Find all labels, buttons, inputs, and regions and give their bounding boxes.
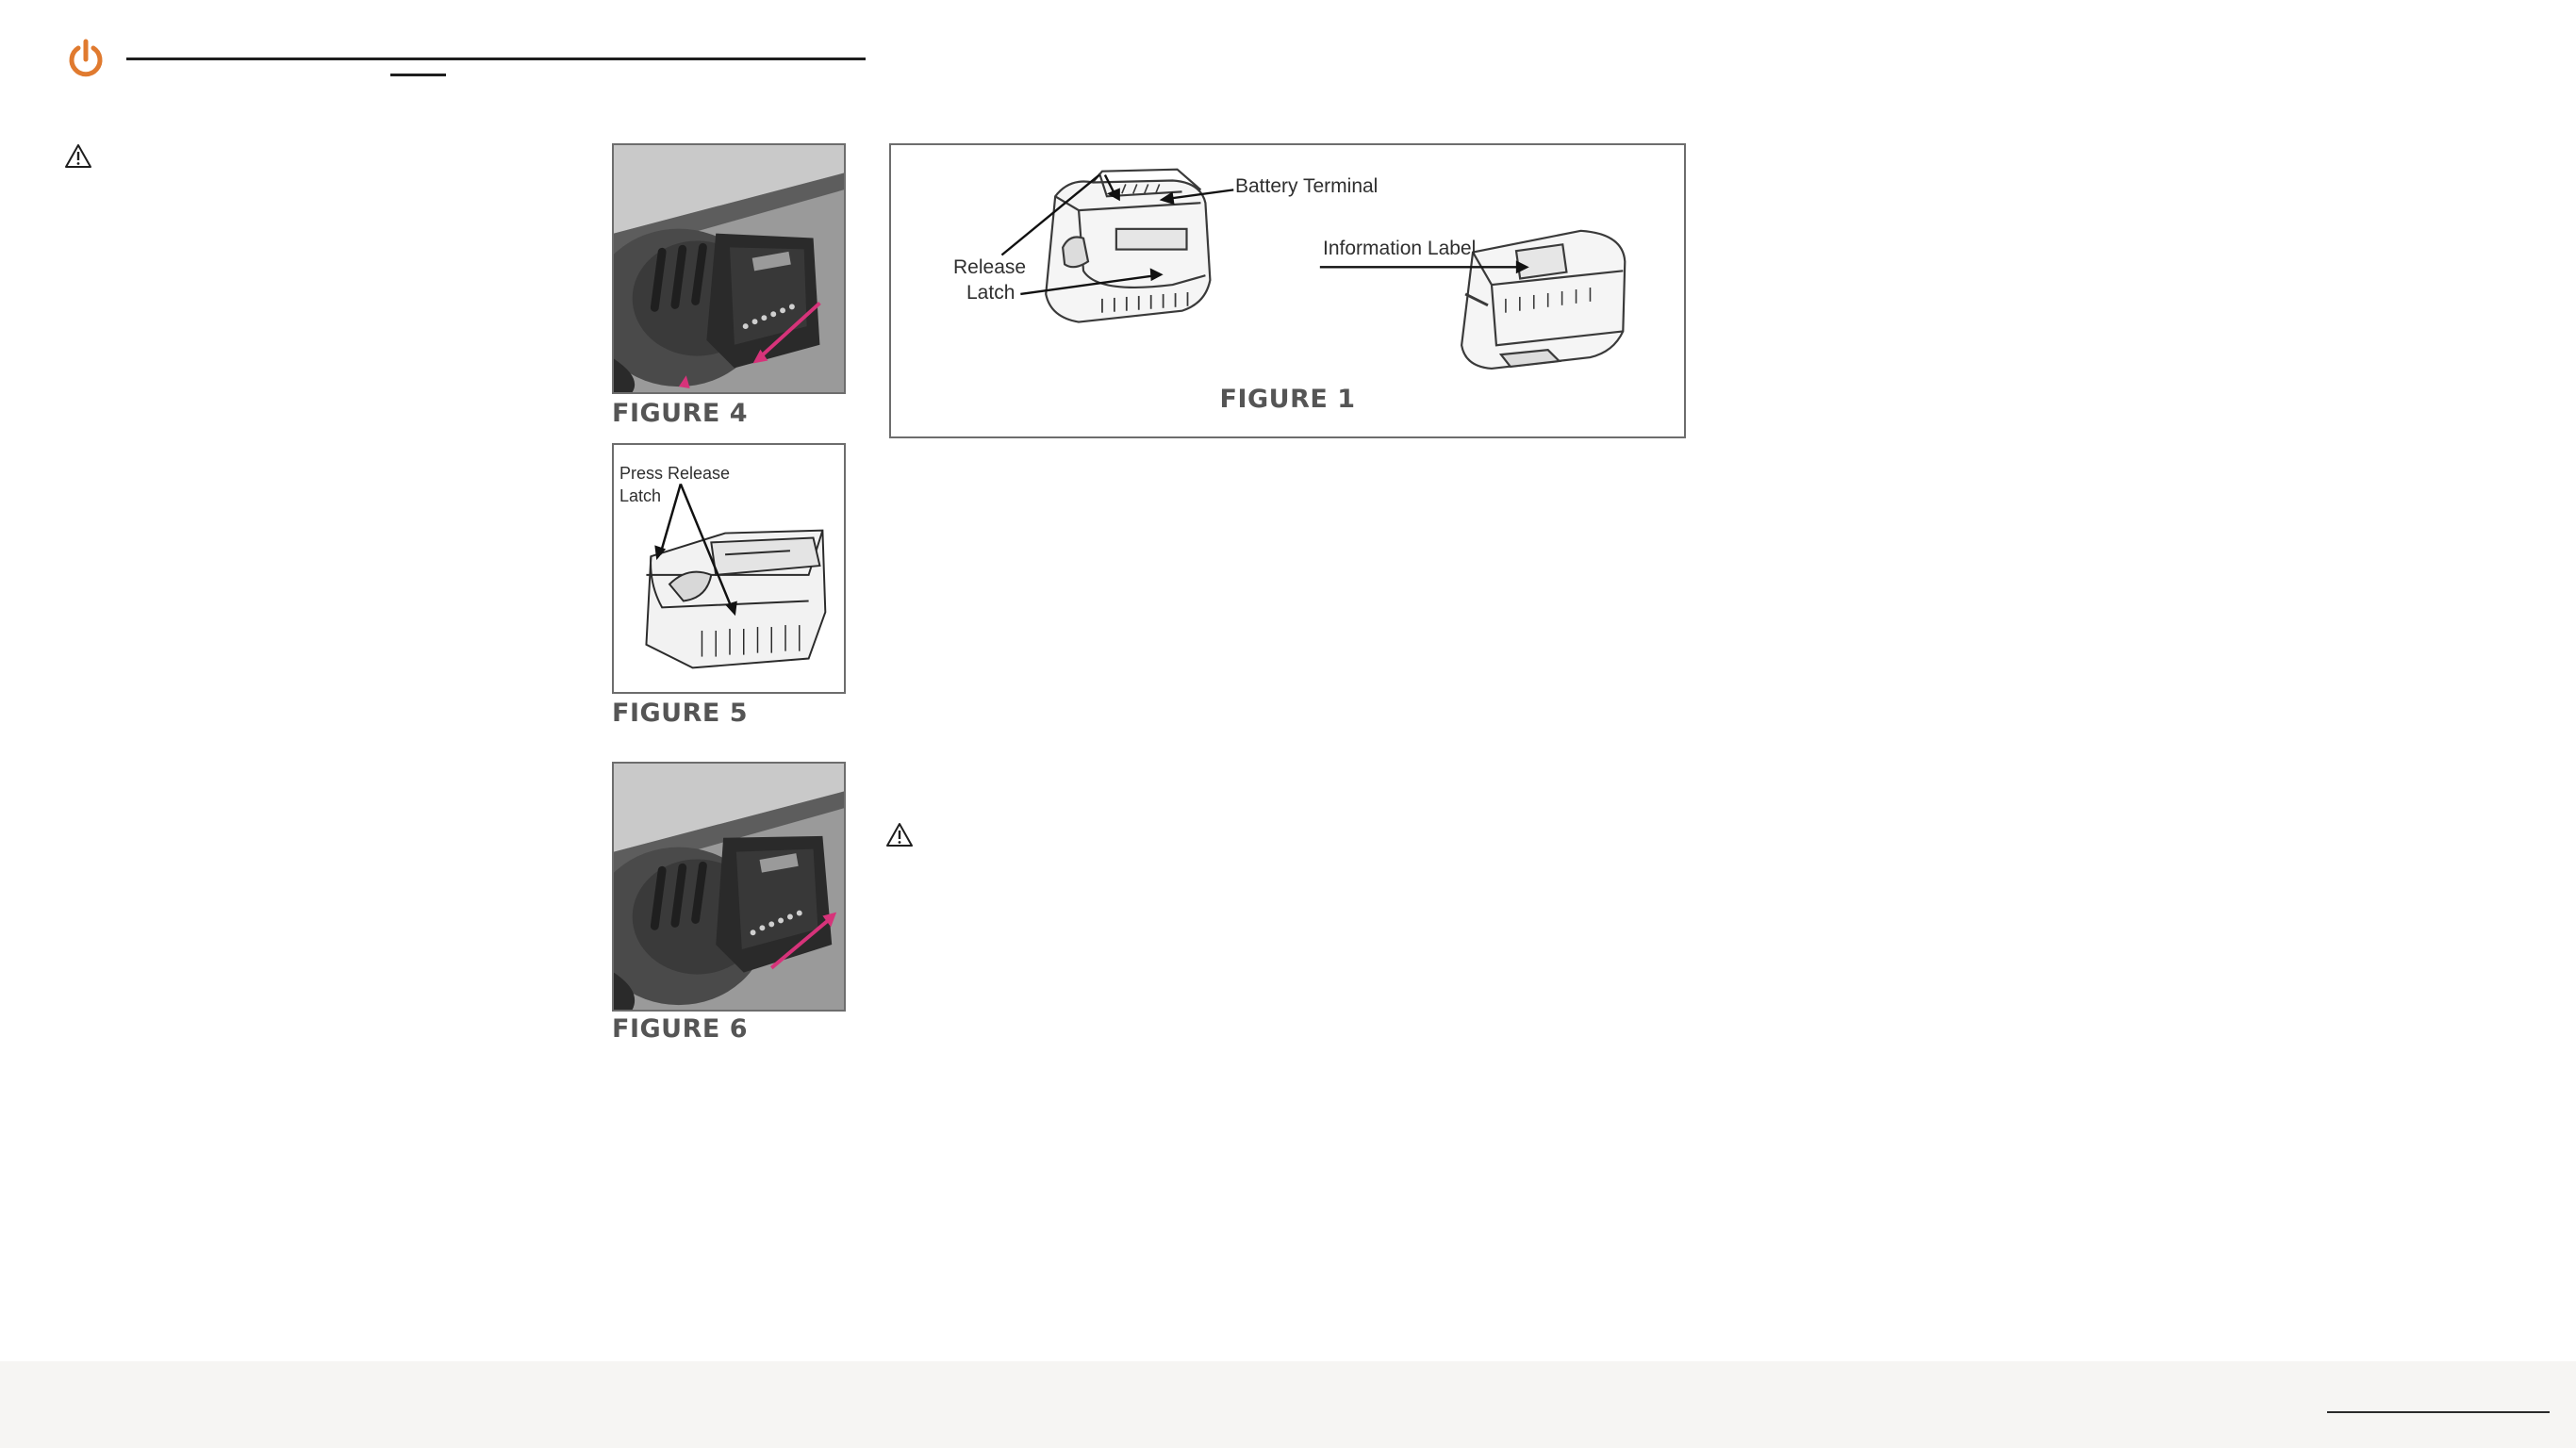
warning-triangle-icon bbox=[64, 143, 92, 169]
information-label-label: Information Label bbox=[1323, 238, 1477, 259]
figure-1-image bbox=[889, 143, 1686, 438]
figure-1-caption: FIGURE 1 bbox=[1219, 385, 1356, 414]
footer-band bbox=[0, 1361, 2576, 1448]
header-tab-underline bbox=[390, 74, 446, 76]
power-icon bbox=[64, 38, 107, 81]
press-release-label: Press Release bbox=[619, 464, 731, 483]
footer-rule bbox=[2327, 1411, 2550, 1413]
figure-6-image bbox=[612, 762, 846, 1012]
release-label: Release bbox=[953, 256, 1027, 278]
figure-4-image bbox=[612, 143, 846, 394]
figure-5-image bbox=[612, 443, 846, 694]
figure-5-caption: FIGURE 5 bbox=[612, 699, 748, 728]
latch-label: Latch bbox=[966, 282, 1016, 304]
warning-triangle-icon bbox=[885, 822, 914, 847]
header-rule bbox=[126, 58, 866, 60]
battery-terminal-label: Battery Terminal bbox=[1235, 175, 1379, 197]
figure-6-caption: FIGURE 6 bbox=[612, 1014, 748, 1044]
figure-4-caption: FIGURE 4 bbox=[612, 399, 748, 428]
latch-label: Latch bbox=[619, 486, 662, 505]
